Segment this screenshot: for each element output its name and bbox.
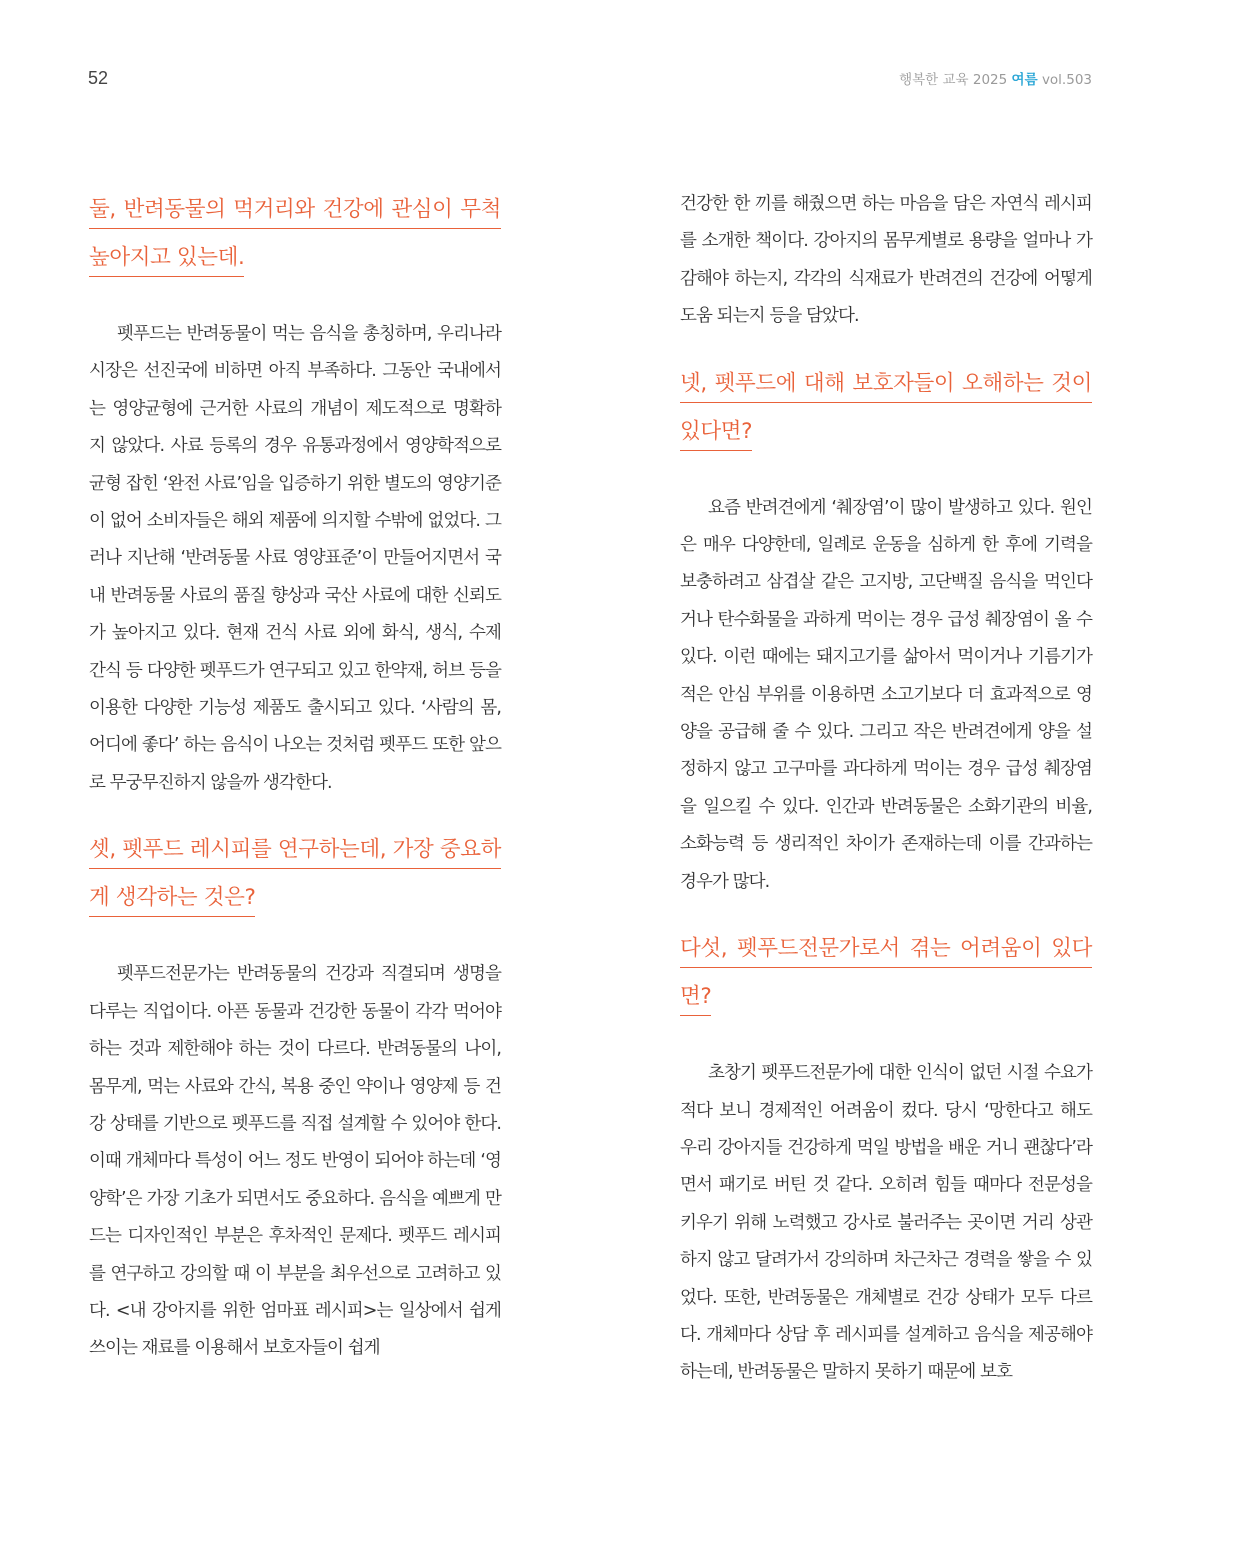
answer-paragraph-5: 초창기 펫푸드전문가에 대한 인식이 없던 시절 수요가 적다 보니 경제적인 어려움이 컸다. 당시 ‘망한다고 해도 우리 강아지들 건강하게 먹일 방법을 배운 거니 괜찮다’라면서 패기로 버틴 것 같다. 오히려 힘들 때마다 전문성을 키우기 위해 노력했고 강사로 불러주는 곳이면 거리 상관하지 않고 달려가서 강의하며 차근차근 경력을 쌓을 수 있었다. 또한, 반려동물은 개체별로 건강 상태가 모두 다르다. 개체마다 상담 후 레시피를 설계하고 음식을 제공해야 하는데, 반려동물은 말하지 못하기 때문에 보호 [680, 1063, 1092, 1383]
left-column [89, 186, 501, 1368]
season-label: 여름 [1011, 72, 1038, 88]
answer-paragraph-3-continued: 건강한 한 끼를 해줬으면 하는 마음을 담은 자연식 레시피를 소개한 책이다. 강아지의 몸무게별로 용량을 얼마나 가감해야 하는지, 각각의 식재료가 반려견의 건강에 어떻게 도움 되는지 등을 담았다. [680, 194, 1092, 327]
answer-paragraph-3: 펫푸드전문가는 반려동물의 건강과 직결되며 생명을 다루는 직업이다. 아픈 동물과 건강한 동물이 각각 먹어야 하는 것과 제한해야 하는 것이 다르다. 반려동물의 나이, 몸무게, 먹는 사료와 간식, 복용 중인 약이나 영양제 등 건강 상태를 기반으로 펫푸드를 직접 설계할 수 있어야 한다. 이때 개체마다 특성이 어느 정도 반영이 되어야 하는데 ‘영양학’은 가장 기초가 되면서도 중요하다. 음식을 예쁘게 만드는 디자인적인 부분은 후차적인 문제다. 펫푸드 레시피를 연구하고 강의할 때 이 부분을 최우선으로 고려하고 있다. <내 강아지를 위한 엄마표 레시피>는 일상에서 쉽게 쓰이는 재료를 이용해서 보호자들이 쉽게 [89, 964, 501, 1359]
question-heading-5: 다섯, 펫푸드전문가로서 겪는 어려움이 있다면? [680, 925, 1092, 1021]
magazine-title: 행복한 교육 2025 [899, 72, 1008, 88]
answer-paragraph-2: 펫푸드는 반려동물이 먹는 음식을 총칭하며, 우리나라 시장은 선진국에 비하면 아직 부족하다. 그동안 국내에서는 영양균형에 근거한 사료의 개념이 제도적으로 명확하지 않았다. 사료 등록의 경우 유통과정에서 영양학적으로 균형 잡힌 ‘완전 사료’임을 입증하기 위한 별도의 영양기준이 없어 소비자들은 해외 제품에 의지할 수밖에 없었다. 그러나 지난해 ‘반려동물 사료 영양표준’이 만들어지면서 국내 반려동물 사료의 품질 향상과 국산 사료에 대한 신뢰도가 높아지고 있다. 현재 건식 사료 외에 화식, 생식, 수제 간식 등 다양한 펫푸드가 연구되고 있고 한약재, 허브 등을 이용한 다양한 기능성 제품도 출시되고 있다. ‘사람의 몸, 어디에 좋다’ 하는 음식이 나오는 것처럼 펫푸드 또한 앞으로 무궁무진하지 않을까 생각한다. [89, 324, 501, 793]
answer-paragraph-4: 요즘 반려견에게 ‘췌장염’이 많이 발생하고 있다. 원인은 매우 다양한데, 일례로 운동을 심하게 한 후에 기력을 보충하려고 삼겹살 같은 고지방, 고단백질 음식을 먹인다거나 탄수화물을 과하게 먹이는 경우 급성 췌장염이 올 수 있다. 이런 때에는 돼지고기를 삶아서 먹이거나 기름기가 적은 안심 부위를 이용하면 소고기보다 더 효과적으로 영양을 공급해 줄 수 있다. 그리고 작은 반려견에게 양을 설정하지 않고 고구마를 과다하게 먹이는 경우 급성 췌장염을 일으킬 수 있다. 인간과 반려동물은 소화기관의 비율, 소화능력 등 생리적인 차이가 존재하는데 이를 간과하는 경우가 많다. [680, 497, 1092, 892]
question-heading-3: 셋, 펫푸드 레시피를 연구하는데, 가장 중요하게 생각하는 것은? [89, 826, 501, 922]
page-number: 52 [88, 68, 109, 88]
right-column [680, 186, 1092, 1392]
question-heading-4: 넷, 펫푸드에 대해 보호자들이 오해하는 것이 있다면? [680, 360, 1092, 456]
volume-label: vol.503 [1041, 72, 1092, 88]
running-header [899, 68, 1092, 88]
question-heading-2: 둘, 반려동물의 먹거리와 건강에 관심이 무척 높아지고 있는데. [89, 186, 501, 282]
